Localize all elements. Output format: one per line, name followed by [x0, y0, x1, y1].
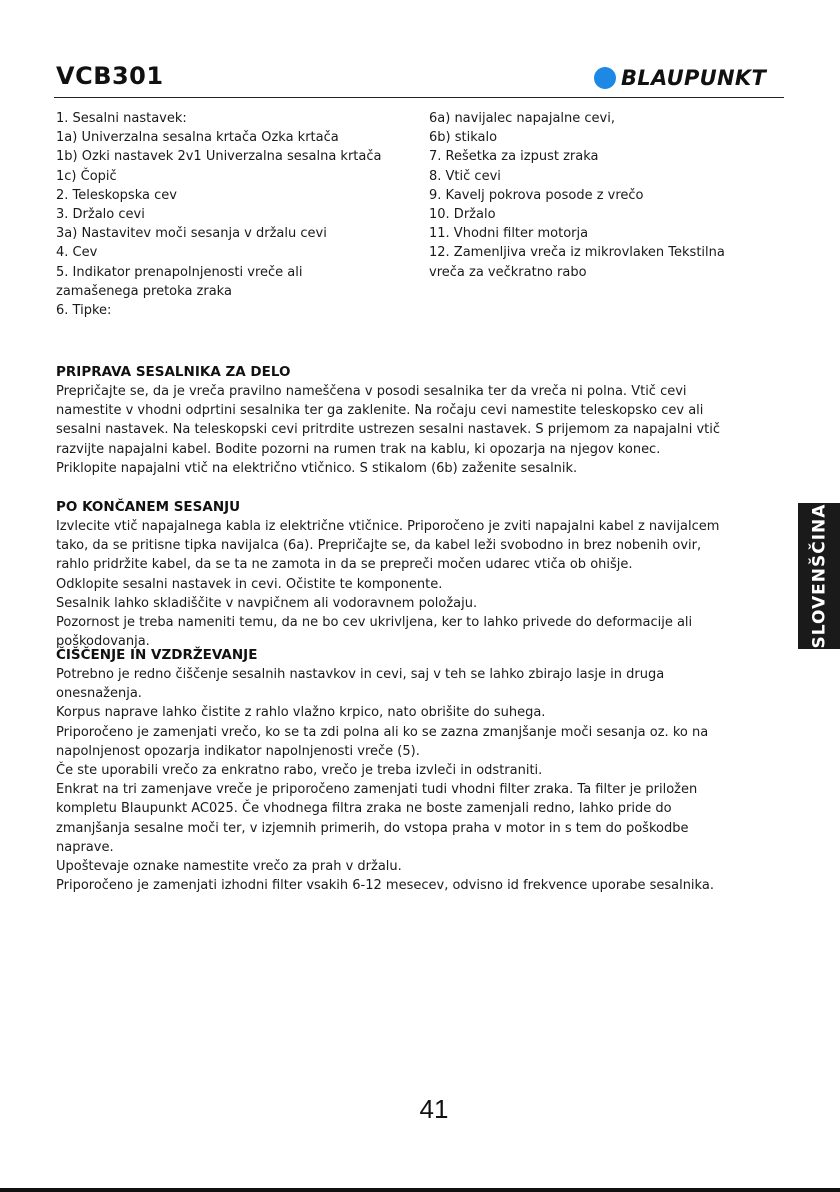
list-item: 10. Držalo — [429, 207, 496, 223]
list-item: 11. Vhodni filter motorja — [429, 226, 589, 242]
list-item: 1b) Ozki nastavek 2v1 Univerzalna sesalna krtača — [56, 149, 382, 165]
section-after-vacuuming — [56, 498, 788, 651]
brand-name: BLAUPUNKT — [621, 66, 767, 90]
section-body: Prepričajte se, da je vreča pravilno nameščena v posodi sesalnika ter da vreča ni polna. Vtič cevi namestite v vhodni odprtini sesalnika ter ga zaklenite. Na ročaju cevi namestite teleskopsko cev ali sesalni nastavek. Na teleskopski cevi pritrdite ustrezen sesalni nastavek. S prijemom za napajalni vtič razvijte napajalni kabel. Bodite pozorni na rumen trak na kablu, ki opozarja na njegov konec. Priklopite napajalni vtič na električno vtičnico. S stikalom (6b) zaženite sesalnik. — [56, 384, 721, 476]
list-item: 3a) Nastavitev moči sesanja v držalu cevi — [56, 226, 327, 242]
list-item: zamašenega pretoka zraka — [56, 283, 232, 299]
section-body: Izvlecite vtič napajalnega kabla iz električne vtičnice. Priporočeno je zviti napajalni kabel z navijalcem tako, da se pritisne tipka navijalca (6a). Prepričajte se, da kabel leži svobodno in brez nobenih ovir, rahlo pridržite kabel, da se ta ne zamota in da se prepreči močen udarec vtiča ob ohišje. Odklopite sesalni nastavek in cevi. Očistite te komponente. Sesalnik lahko skladiščite v navpičnem ali vodoravnem položaju. Pozornost je treba nameniti temu, da ne bo cev ukrivljena, ker to lahko privede do deformacije ali poškodovanja. — [56, 519, 720, 650]
parts-list-right — [429, 109, 779, 282]
section-preparation — [56, 363, 788, 478]
footer-bar — [0, 1188, 840, 1192]
header-divider — [54, 97, 784, 98]
list-item: 5. Indikator prenapolnjenosti vreče ali — [56, 264, 303, 280]
list-item: 6b) stikalo — [429, 130, 498, 146]
list-item: 2. Teleskopska cev — [56, 187, 177, 203]
list-item: 1. Sesalni nastavek: — [56, 111, 187, 126]
section-heading: PO KONČANEM SESANJU — [56, 499, 241, 515]
model-title: VCB301 — [56, 62, 164, 90]
language-tab — [798, 503, 840, 649]
list-item: 6. Tipke: — [56, 303, 112, 319]
list-item: 7. Rešetka za izpust zraka — [429, 149, 599, 165]
page-number: 41 — [419, 1094, 449, 1124]
brand-logo — [594, 66, 766, 90]
list-item: 6a) navijalec napajalne cevi, — [429, 111, 615, 126]
section-heading: ČIŠČENJE IN VZDRŽEVANJE — [56, 647, 258, 663]
parts-list-left — [56, 109, 416, 320]
list-item: 3. Držalo cevi — [56, 207, 145, 223]
section-body: Potrebno je redno čiščenje sesalnih nastavkov in cevi, saj v teh se lahko zbirajo lasje in druga onesnaženja. Korpus naprave lahko čistite z rahlo vlažno krpico, nato obrišite do suhega. Priporočeno je zamenjati vrečo, ko se ta zdi polna ali ko se zazna zmanjšanje moči sesanja oz. ko na napolnjenost opozarja indikator napolnjenosti vreče (5). Če ste uporabili vrečo za enkratno rabo, vrečo je treba izvleči in odstraniti. Enkrat na tri zamenjave vreče je priporočeno zamenjati tudi vhodni filter zraka. Ta filter je priložen kompletu Blaupunkt AC025. Če vhodnega filtra zraka ne boste zamenjali redno, lahko pride do zmanjšanja sesalne moči ter, v izjemnih primerih, do vstopa praha v motor in s tem do poškodbe naprave. Upoštevaje oznake namestite vrečo za prah v držalu. Priporočeno je zamenjati izhodni filter vsakih 6-12 mesecev, odvisno id frekvence uporabe sesalnika. — [56, 667, 714, 894]
language-tab-label: SLOVENŠČINA — [809, 503, 829, 649]
list-item: 12. Zamenljiva vreča iz mikrovlaken Tekstilna — [429, 245, 725, 261]
list-item: 1a) Univerzalna sesalna krtača Ozka krtača — [56, 130, 339, 146]
section-heading: PRIPRAVA SESALNIKA ZA DELO — [56, 364, 291, 380]
list-item: 4. Cev — [56, 245, 98, 261]
list-item: 1c) Čopič — [56, 168, 117, 184]
brand-dot-icon — [594, 67, 616, 89]
list-item: vreča za večkratno rabo — [429, 264, 587, 280]
section-cleaning-maintenance — [56, 646, 788, 895]
list-item: 9. Kavelj pokrova posode z vrečo — [429, 187, 644, 203]
list-item: 8. Vtič cevi — [429, 168, 501, 184]
